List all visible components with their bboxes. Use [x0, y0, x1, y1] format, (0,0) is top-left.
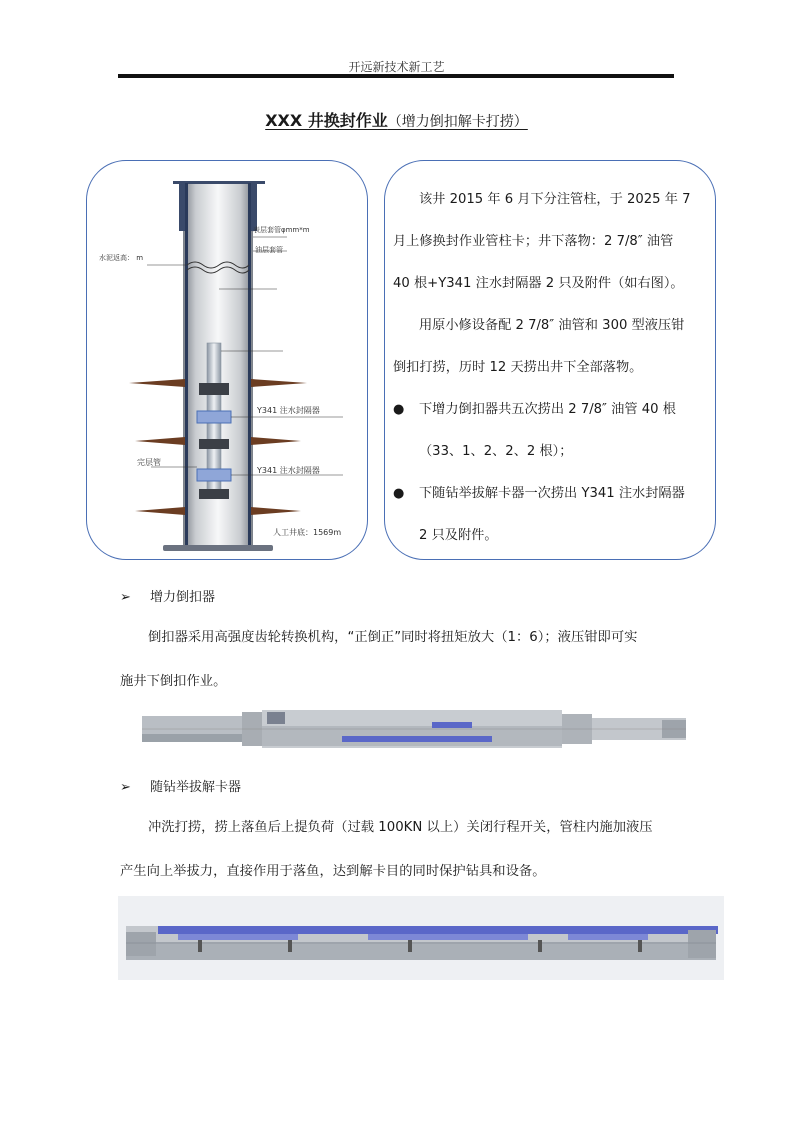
section-paragraph: 冲洗打捞，捞上落鱼后上提负荷（过载 100KN 以上）关闭行程开关，管柱内施加液压 — [148, 820, 653, 835]
torque-backoff-tool-image — [142, 708, 686, 750]
document-title — [0, 108, 793, 131]
well-schematic-diagram — [87, 161, 368, 560]
section-title: 随钻举拔解卡器 — [150, 780, 242, 795]
label-oil-casing: 油层套管 — [255, 246, 283, 254]
label-artificial-bottom: 人工井底：1569m — [273, 528, 342, 537]
bullet-text: 下随钻举拔解卡器一次捞出 Y341 注水封隔器 — [419, 486, 685, 501]
bullet-text: 下增力倒扣器共五次捞出 2 7/8″ 油管 40 根 — [419, 402, 676, 417]
label-cement-top: 水泥返高： m — [99, 254, 144, 262]
label-perforated-layer: 完层管 — [137, 458, 161, 467]
summary-line: 倒扣打捞，历时 12 天捞出井下全部落物。 — [393, 360, 643, 375]
section-paragraph: 倒扣器采用高强度齿轮转换机构，“正倒正”同时将扭矩放大（1：6）；液压钳即可实 — [148, 630, 638, 645]
section-paragraph: 施井下倒扣作业。 — [120, 674, 227, 689]
arrow-bullet-icon: ➢ — [120, 590, 131, 605]
page-header: 开远新技术新工艺 — [348, 60, 445, 74]
bullet-item — [393, 389, 703, 431]
label-packer-lower: Y341 注水封隔器 — [257, 466, 320, 475]
bullet-continuation: 2 只及附件。 — [419, 528, 498, 543]
bullet-icon: ● — [393, 486, 405, 501]
bullet-icon: ● — [393, 402, 405, 417]
summary-line: 月上修换封作业管柱卡；井下落物：2 7/8″ 油管 — [393, 234, 674, 249]
arrow-bullet-icon: ➢ — [120, 780, 131, 795]
section-title: 增力倒扣器 — [150, 590, 216, 605]
summary-line: 用原小修设备配 2 7/8″ 油管和 300 型液压钳 — [419, 318, 685, 333]
section-heading-jar-tool — [120, 776, 241, 795]
label-packer-upper: Y341 注水封隔器 — [257, 406, 320, 415]
section-heading-torque-tool — [120, 586, 215, 605]
unsticking-tool-image — [118, 896, 724, 980]
title-main: XXX 井换封作业 — [265, 111, 388, 130]
section-paragraph: 产生向上举拔力，直接作用于落鱼，达到解卡目的同时保护钻具和设备。 — [120, 864, 546, 879]
well-schematic-panel — [86, 160, 368, 560]
summary-panel — [384, 160, 716, 560]
bullet-item — [393, 473, 703, 515]
summary-line: 40 根+Y341 注水封隔器 2 只及附件（如右图）。 — [393, 276, 684, 291]
bullet-continuation: （33、1、2、2、2 根）； — [419, 444, 573, 459]
label-surface-casing: 表层套管φmm*m — [253, 226, 310, 234]
header-rule — [118, 74, 674, 78]
summary-line: 该井 2015 年 6 月下分注管柱，于 2025 年 7 — [419, 192, 691, 207]
title-subtitle: （增力倒扣解卡打捞） — [387, 114, 528, 130]
